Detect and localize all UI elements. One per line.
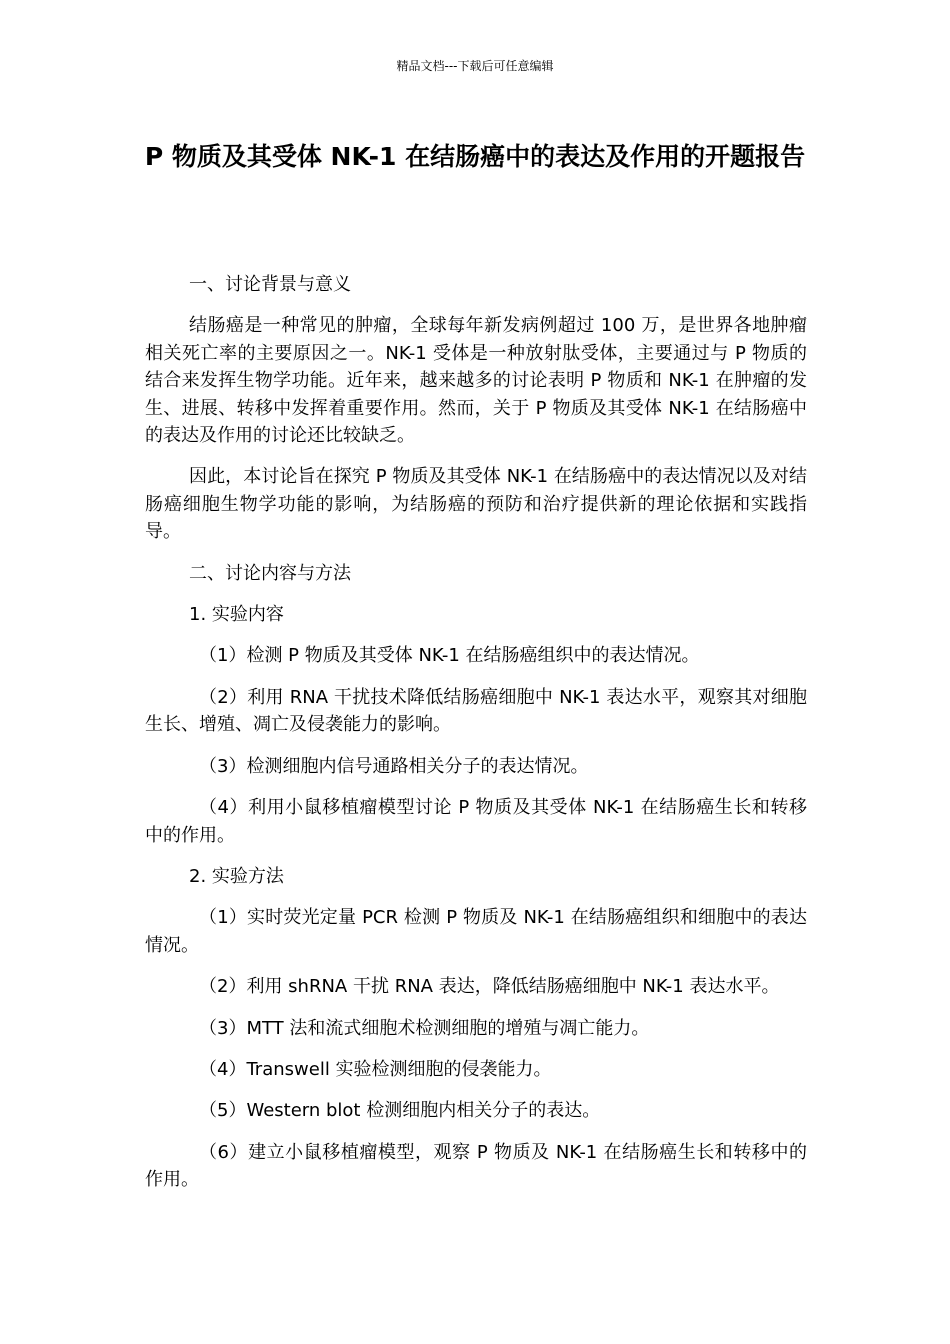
page-header-note: 精品文档---下载后可任意编辑 bbox=[396, 59, 554, 73]
list-item: （1）检测 P 物质及其受体 NK-1 在结肠癌组织中的表达情况。 bbox=[199, 645, 700, 667]
document-body bbox=[145, 271, 807, 1194]
list-item: （1）实时荧光定量 PCR 检测 P 物质及 NK-1 在结肠癌组织和细胞中的表达情况。 bbox=[145, 907, 807, 956]
section-heading-methods: 二、讨论内容与方法 bbox=[189, 562, 351, 584]
list-item: （4）利用小鼠移植瘤模型讨论 P 物质及其受体 NK-1 在结肠癌生长和转移中的作用。 bbox=[145, 797, 807, 846]
list-item: （2）利用 RNA 干扰技术降低结肠癌细胞中 NK-1 表达水平，观察其对细胞生长、增殖、凋亡及侵袭能力的影响。 bbox=[145, 686, 807, 736]
list-item: （5）Western blot 检测细胞内相关分子的表达。 bbox=[199, 1100, 601, 1122]
paragraph-purpose: 因此，本讨论旨在探究 P 物质及其受体 NK-1 在结肠癌中的表达情况以及对结肠癌细胞生物学功能的影响，为结肠癌的预防和治疗提供新的理论依据和实践指导。 bbox=[145, 466, 807, 543]
document-title: P 物质及其受体 NK-1 在结肠癌中的表达及作用的开题报告 bbox=[144, 142, 806, 171]
paragraph-background: 结肠癌是一种常见的肿瘤，全球每年新发病例超过 100 万，是世界各地肿瘤相关死亡率的主要原因之一。NK-1 受体是一种放射肽受体，主要通过与 P 物质的结合来发挥生物学功能。近年来，越来越多的讨论表明 P 物质和 NK-1 在肿瘤的发生、进展、转移中发挥着重要作用。然而，关于 P 物质及其受体 NK-1 在结肠癌中的表达及作用的讨论还比较缺乏。 bbox=[145, 315, 807, 447]
section-heading-background: 一、讨论背景与意义 bbox=[189, 274, 351, 295]
list-item: （6）建立小鼠移植瘤模型，观察 P 物质及 NK-1 在结肠癌生长和转移中的作用。 bbox=[145, 1141, 807, 1191]
list-item: （3）检测细胞内信号通路相关分子的表达情况。 bbox=[199, 755, 589, 777]
subheading-experiment-content: 1. 实验内容 bbox=[189, 604, 284, 626]
list-item: （2）利用 shRNA 干扰 RNA 表达，降低结肠癌细胞中 NK-1 表达水平。 bbox=[199, 976, 780, 998]
list-item: （4）Transwell 实验检测细胞的侵袭能力。 bbox=[199, 1058, 552, 1080]
list-item: （3）MTT 法和流式细胞术检测细胞的增殖与凋亡能力。 bbox=[199, 1017, 650, 1039]
subheading-experiment-methods: 2. 实验方法 bbox=[189, 865, 284, 887]
